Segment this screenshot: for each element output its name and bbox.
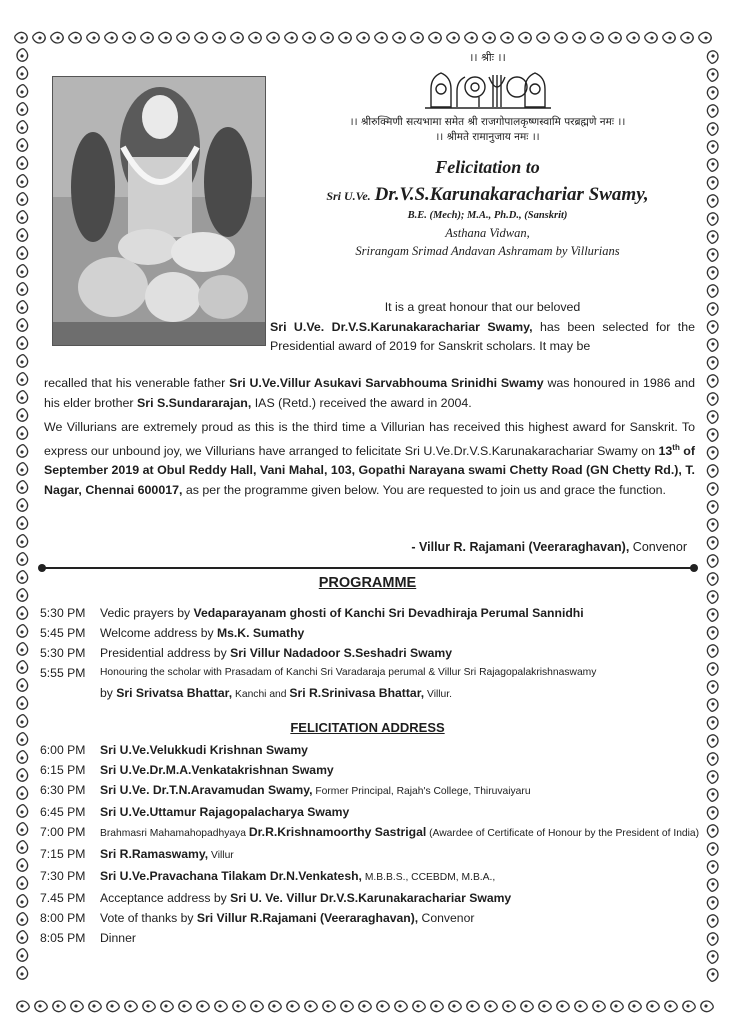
border-motif [15, 227, 29, 242]
border-motif [213, 999, 228, 1013]
paragraph-1-text-2: recalled that his venerable father [44, 376, 230, 390]
border-motif [705, 463, 719, 478]
border-motif [265, 30, 280, 44]
border-motif [105, 999, 120, 1013]
felicitation-person: Sri Villur R.Rajamani (Veeraraghavan), [196, 911, 419, 925]
convenor-name: - Villur R. Rajamani (Veeraraghavan), [411, 540, 630, 554]
felicitation-desc [100, 780, 700, 802]
border-motif [705, 85, 719, 100]
border-motif [285, 999, 300, 1013]
border-motif [705, 139, 719, 154]
felicitation-time: 6:00 PM [40, 743, 86, 757]
sri-heading: ।। श्रीः ।। [469, 51, 506, 64]
paragraph-1-text-3: was honoured in 1986 and his elder brother [44, 376, 695, 410]
programme-person: Ms.K. Sumathy [216, 626, 305, 640]
border-motif [15, 461, 29, 476]
paragraph-2 [44, 418, 695, 500]
paragraph-2-venue: of September 2019 at Obul Reddy Hall, Vani Mahal, 103, Gopathi Narayana swami Chetty Road (GN Chetty Rd.), T. Nagar, Chennai 600017, [44, 443, 696, 497]
felicitation-item [40, 822, 700, 844]
border-motif [15, 209, 29, 224]
programme-text: Presidential address by [100, 646, 231, 660]
border-motif [393, 999, 408, 1013]
border-motif [705, 67, 719, 82]
felicitation-person: Sri U.Ve.Uttamur Rajagopalacharya Swamy [100, 805, 350, 819]
border-motif [15, 911, 29, 926]
border-motif [573, 999, 588, 1013]
border-motif [67, 30, 82, 44]
border-motif [15, 515, 29, 530]
border-motif [103, 30, 118, 44]
border-motif [15, 767, 29, 782]
border-motif [31, 30, 46, 44]
border-motif [15, 245, 29, 260]
felicitation-time: 6:45 PM [40, 805, 86, 819]
border-motif [705, 805, 719, 820]
felicitation-time: 8:00 PM [40, 911, 86, 925]
border-motif [303, 999, 318, 1013]
paragraph-1-text-4: IAS (Retd.) received the award in 2004. [251, 395, 472, 410]
border-motif [553, 30, 568, 44]
border-motif [705, 607, 719, 622]
border-motif [555, 999, 570, 1013]
border-motif [445, 30, 460, 44]
border-motif [87, 999, 102, 1013]
border-motif [15, 965, 29, 980]
felicitation-desc [100, 888, 700, 908]
border-motif [705, 841, 719, 856]
border-motif [15, 65, 29, 80]
border-motif [141, 999, 156, 1013]
border-motif [519, 999, 534, 1013]
border-motif [69, 999, 84, 1013]
felicitation-desc [100, 760, 700, 780]
border-motif [643, 30, 658, 44]
border-motif [697, 30, 712, 44]
divider-rule [40, 567, 696, 569]
border-motif [591, 999, 606, 1013]
border-motif [705, 733, 719, 748]
felicitation-desc [100, 740, 700, 760]
felicitation-person: Dr.R.Krishnamoorthy Sastrigal [248, 825, 427, 839]
border-motif [705, 913, 719, 928]
border-motif [705, 319, 719, 334]
invocation-line-1: ।। श्रीरुक्मिणी सत्यभामा समेत श्री राजगोपालकृष्णस्वामि परब्रह्मणे नमः ।। [349, 116, 626, 128]
paragraph-1-text-1: has been selected for the Presidential award of 2019 for Sanskrit scholars. It may be [270, 319, 695, 353]
felicitation-text: Acceptance address by [100, 891, 231, 905]
border-motif [177, 999, 192, 1013]
border-motif [705, 625, 719, 640]
felicitation-heading: FELICITATION ADDRESS [290, 720, 445, 735]
border-motif [705, 499, 719, 514]
border-motif [375, 999, 390, 1013]
honoree-prefix: Sri U.Ve. [326, 189, 371, 203]
felicitation-item [40, 888, 700, 908]
paragraph-2-day: 13 [658, 443, 673, 458]
border-motif [705, 589, 719, 604]
border-motif [483, 999, 498, 1013]
programme-text: Kanchi and [232, 689, 290, 700]
border-motif [705, 535, 719, 550]
felicitation-person: Sri U.Ve.Dr.M.A.Venkatakrishnan Swamy [100, 763, 334, 777]
programme-list [40, 603, 700, 705]
border-motif [705, 949, 719, 964]
felicitation-item [40, 866, 700, 888]
border-motif [193, 30, 208, 44]
programme-text: Honouring the scholar with Prasadam of Kanchi Sri Varadaraja perumal & Villur Sri Rajagopalakrishnaswamy [100, 667, 597, 678]
border-motif [15, 191, 29, 206]
border-motif [211, 30, 226, 44]
border-motif [705, 301, 719, 316]
border-motif [679, 30, 694, 44]
border-motif [705, 355, 719, 370]
programme-item [40, 643, 700, 663]
border-motif [15, 785, 29, 800]
border-motif [705, 445, 719, 460]
felicitation-item [40, 802, 700, 822]
programme-text: Welcome address by [100, 626, 217, 640]
border-motif [123, 999, 138, 1013]
paragraph-1-bold-3: Sri S.Sundararajan, [136, 395, 252, 410]
programme-item [40, 603, 700, 623]
border-motif [283, 30, 298, 44]
border-motif [517, 30, 532, 44]
border-motif [15, 119, 29, 134]
honoree-organisation: Srirangam Srimad Andavan Ashramam by Villurians [355, 244, 620, 258]
border-motif [705, 193, 719, 208]
felicitation-person: Sri U.Ve.Velukkudi Krishnan Swamy [100, 743, 308, 757]
border-motif [15, 479, 29, 494]
border-motif [249, 999, 264, 1013]
border-motif [699, 999, 714, 1013]
border-motif [705, 679, 719, 694]
honoree-name: Dr.V.S.Karunakarachariar Swamy, [374, 184, 649, 205]
programme-time: 5:30 PM [40, 606, 86, 620]
border-motif [427, 30, 442, 44]
programme-person: Sri Srivatsa Bhattar, [116, 686, 233, 700]
border-motif [267, 999, 282, 1013]
felicitation-person: Sri U.Ve.Pravachana Tilakam Dr.N.Venkatesh, [100, 869, 362, 883]
border-motif [705, 229, 719, 244]
felicitation-person: Sri U. Ve. Villur Dr.V.S.Karunakarachariar Swamy [230, 891, 512, 905]
paragraph-1-bold-1: Sri U.Ve. Dr.V.S.Karunakarachariar Swamy, [270, 319, 533, 334]
programme-desc [100, 643, 700, 663]
felicitation-detail: Brahmasri Mahamahopadhyaya [100, 828, 249, 839]
border-motif [15, 641, 29, 656]
border-motif [85, 30, 100, 44]
border-motif [463, 30, 478, 44]
border-motif [705, 175, 719, 190]
border-motif [645, 999, 660, 1013]
felicitation-desc [100, 822, 700, 844]
border-motif [15, 839, 29, 854]
border-motif [705, 823, 719, 838]
border-motif [51, 999, 66, 1013]
felicitation-detail: (Awardee of Certificate of Honour by the President of India) [426, 828, 700, 839]
felicitation-desc [100, 928, 700, 948]
border-motif [705, 661, 719, 676]
border-motif [15, 803, 29, 818]
border-motif [537, 999, 552, 1013]
border-motif [681, 999, 696, 1013]
border-motif [15, 659, 29, 674]
page-title: Felicitation to [435, 157, 540, 177]
border-motif [15, 299, 29, 314]
honoree-role: Asthana Vidwan, [445, 226, 530, 240]
border-motif [705, 49, 719, 64]
felicitation-item [40, 908, 700, 928]
border-motif [49, 30, 64, 44]
border-motif [15, 353, 29, 368]
felicitation-item [40, 780, 700, 802]
felicitation-time: 7.45 PM [40, 891, 86, 905]
programme-text: Vedic prayers by [100, 606, 194, 620]
paragraph-1-rest [44, 374, 695, 413]
border-motif [15, 677, 29, 692]
programme-heading: PROGRAMME [318, 575, 417, 591]
border-motif [705, 787, 719, 802]
felicitation-item [40, 740, 700, 760]
border-motif [705, 409, 719, 424]
felicitation-person: Sri R.Ramaswamy, [100, 847, 209, 861]
border-motif [429, 999, 444, 1013]
border-motif [705, 517, 719, 532]
border-motif [337, 30, 352, 44]
felicitation-time: 8:05 PM [40, 931, 86, 945]
border-motif [159, 999, 174, 1013]
border-motif [571, 30, 586, 44]
felicitation-text: Vote of thanks by [100, 911, 197, 925]
border-motif [411, 999, 426, 1013]
border-motif [447, 999, 462, 1013]
border-motif [607, 30, 622, 44]
border-motif [15, 893, 29, 908]
felicitation-text: Dinner [100, 931, 136, 945]
felicitation-list [40, 740, 700, 948]
programme-person: Sri Villur Nadadoor S.Seshadri Swamy [230, 646, 453, 660]
border-motif [589, 30, 604, 44]
border-motif [499, 30, 514, 44]
programme-by-line [100, 683, 700, 705]
border-motif [535, 30, 550, 44]
paragraph-1-line-1: It is a great honour that our beloved [384, 300, 581, 314]
border-motif [15, 875, 29, 890]
border-motif [705, 121, 719, 136]
felicitation-time: 6:30 PM [40, 783, 86, 797]
border-motif [15, 947, 29, 962]
header-block [280, 50, 695, 260]
felicitation-time: 6:15 PM [40, 763, 86, 777]
border-motif [357, 999, 372, 1013]
programme-desc [100, 663, 700, 705]
border-motif [627, 999, 642, 1013]
border-motif [121, 30, 136, 44]
border-motif [355, 30, 370, 44]
border-motif [705, 877, 719, 892]
border-motif [301, 30, 316, 44]
programme-item [40, 623, 700, 643]
paragraph-2-sup: th [672, 442, 680, 452]
border-motif [15, 605, 29, 620]
felicitation-text: Convenor [418, 911, 475, 925]
border-motif [15, 173, 29, 188]
border-motif [705, 751, 719, 766]
felicitation-detail: M.B.B.S., CCEBDM, M.B.A., [361, 872, 496, 883]
felicitation-desc [100, 844, 700, 866]
border-motif [15, 623, 29, 638]
border-motif [705, 895, 719, 910]
border-motif [15, 155, 29, 170]
border-motif [247, 30, 262, 44]
paragraph-2-text-1: We Villurians are extremely proud as this is the third time a Villurian has received this highest award for Sanskrit. To express our unbound joy, we Villurians have arranged to felicitate Sri U.Ve.Dr.V.S.Karunakarachariar Swamy on [44, 420, 695, 458]
border-motif [705, 553, 719, 568]
felicitation-desc [100, 802, 700, 822]
border-motif [501, 999, 516, 1013]
vaishnava-emblem [423, 67, 553, 111]
felicitation-time: 7:30 PM [40, 869, 86, 883]
border-motif [15, 101, 29, 116]
border-motif [231, 999, 246, 1013]
border-motif [15, 929, 29, 944]
border-motif [663, 999, 678, 1013]
border-motif [625, 30, 640, 44]
border-motif [705, 157, 719, 172]
border-motif [15, 263, 29, 278]
border-motif [15, 999, 30, 1013]
border-motif [705, 931, 719, 946]
border-motif [15, 425, 29, 440]
border-motif [15, 695, 29, 710]
border-motif [15, 821, 29, 836]
paragraph-2-text-2: as per the programme given below. You are requested to join us and grace the function. [182, 482, 666, 497]
border-motif [321, 999, 336, 1013]
border-motif [705, 103, 719, 118]
border-motif [705, 373, 719, 388]
honoree-name-line [280, 184, 695, 206]
border-motif [175, 30, 190, 44]
border-motif [15, 407, 29, 422]
border-motif [319, 30, 334, 44]
convenor-signature [411, 540, 687, 554]
border-motif [661, 30, 676, 44]
border-motif [705, 337, 719, 352]
border-motif [15, 497, 29, 512]
border-motif [705, 283, 719, 298]
felicitation-item [40, 844, 700, 866]
invocation-line-2: ।। श्रीमते रामानुजाय नमः ।। [435, 131, 540, 143]
felicitation-time: 7:00 PM [40, 825, 86, 839]
felicitation-detail: Former Principal, Rajah's College, Thiruvaiyaru [312, 786, 531, 797]
border-motif [15, 335, 29, 350]
border-motif [15, 371, 29, 386]
programme-by: by [100, 686, 117, 700]
programme-person: Sri R.Srinivasa Bhattar, [289, 686, 425, 700]
border-motif [705, 967, 719, 982]
programme-time: 5:55 PM [40, 666, 86, 680]
border-motif [15, 83, 29, 98]
felicitation-detail: Villur [208, 850, 234, 861]
programme-time: 5:30 PM [40, 646, 86, 660]
border-motif [15, 533, 29, 548]
border-motif [705, 391, 719, 406]
border-motif [15, 281, 29, 296]
border-motif [339, 999, 354, 1013]
programme-person: Vedaparayanam ghosti of Kanchi Sri Devadhiraja Perumal Sannidhi [193, 606, 584, 620]
convenor-title: Convenor [629, 540, 687, 554]
border-motif [33, 999, 48, 1013]
border-motif [705, 481, 719, 496]
felicitation-item [40, 928, 700, 948]
felicitation-person: Sri U.Ve. Dr.T.N.Aravamudan Swamy, [100, 783, 313, 797]
border-motif [15, 389, 29, 404]
border-motif [15, 749, 29, 764]
felicitation-item [40, 760, 700, 780]
border-motif [705, 859, 719, 874]
felicitation-time: 7:15 PM [40, 847, 86, 861]
programme-time: 5:45 PM [40, 626, 86, 640]
border-motif [15, 317, 29, 332]
border-motif [15, 857, 29, 872]
border-motif [705, 211, 719, 226]
border-motif [229, 30, 244, 44]
deity-photo [52, 76, 266, 346]
border-motif [409, 30, 424, 44]
border-motif [15, 137, 29, 152]
programme-desc [100, 623, 700, 643]
paragraph-1-cont [270, 318, 695, 357]
programme-text: Villur. [424, 689, 453, 700]
border-motif [157, 30, 172, 44]
programme-item [40, 663, 700, 705]
border-motif [705, 697, 719, 712]
programme-desc [100, 603, 700, 623]
border-motif [373, 30, 388, 44]
border-motif [481, 30, 496, 44]
felicitation-desc [100, 866, 700, 888]
border-motif [15, 47, 29, 62]
border-motif [391, 30, 406, 44]
border-motif [15, 551, 29, 566]
border-motif [465, 999, 480, 1013]
border-motif [195, 999, 210, 1013]
border-motif [15, 443, 29, 458]
border-motif [705, 643, 719, 658]
border-motif [705, 427, 719, 442]
border-motif [705, 265, 719, 280]
border-motif [609, 999, 624, 1013]
border-motif [139, 30, 154, 44]
paragraph-1-bold-2: Sri U.Ve.Villur Asukavi Sarvabhouma Srinidhi Swamy [229, 376, 544, 390]
felicitation-desc [100, 908, 700, 928]
border-motif [705, 247, 719, 262]
paragraph-1-intro [270, 298, 695, 357]
border-motif [13, 30, 28, 44]
border-motif [705, 769, 719, 784]
honoree-qualifications: B.E. (Mech); M.A., Ph.D., (Sanskrit) [407, 210, 568, 221]
